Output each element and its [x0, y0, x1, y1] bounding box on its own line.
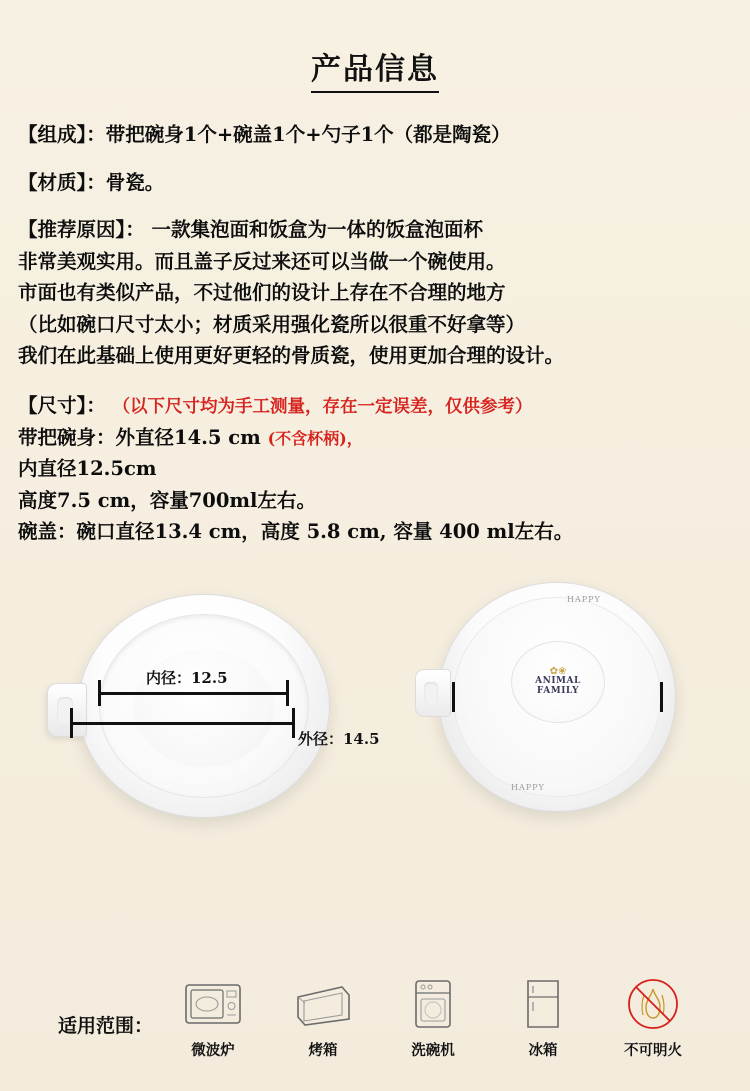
product-info-text [18, 119, 732, 548]
recommendation-line-3: 市面也有类似产品，不过他们的设计上存在不合理的地方 [18, 281, 506, 305]
outer-diameter-cap-right [292, 708, 295, 738]
usage-item-refrigerator [505, 975, 581, 1060]
brand-mark-bottom: HAPPY [511, 782, 545, 792]
microwave-icon [182, 975, 244, 1033]
bowl-brand-disc [511, 641, 605, 723]
usage-label-refrigerator: 冰箱 [528, 1042, 558, 1059]
composition-line: 【组成】：带把碗身1个+碗盖1个+勺子1个（都是陶瓷） [18, 123, 511, 146]
outer-diameter-line [72, 722, 294, 725]
brand-mark-top: HAPPY [567, 594, 601, 604]
outer-diameter-label: 外径：14.5 [298, 729, 380, 748]
usage-item-oven [285, 975, 361, 1060]
recommendation-line-5: 我们在此基础上使用更好更轻的骨质瓷，使用更加合理的设计。 [18, 344, 565, 368]
size-note: （以下尺寸均为手工测量，存在一定误差，仅供参考） [112, 397, 533, 418]
flower-icon: ✿❀ [549, 666, 567, 678]
recommendation-line-2: 非常美观实用。而且盖子反过来还可以当做一个碗使用。 [18, 249, 506, 273]
usage-label-dishwasher: 洗碗机 [411, 1042, 455, 1059]
bowl-top-view-image [78, 594, 330, 818]
brand-line-1: ANIMAL [535, 676, 581, 687]
recommendation-line-1: 【推荐原因】： 一款集泡面和饭盒为一体的饭盒泡面杯 [18, 218, 484, 242]
no-open-flame-icon [622, 975, 684, 1033]
refrigerator-icon [512, 975, 574, 1033]
size-header-line [18, 390, 732, 422]
inner-diameter-cap-right [286, 680, 289, 706]
size-line-4: 碗盖：碗口直径13.4 cm，高度 5.8 cm, 容量 400 ml左右。 [18, 520, 574, 544]
size-line-1-red: (不含杯柄)， [267, 428, 363, 448]
size-label: 【尺寸】： [18, 394, 106, 418]
right-bowl-tick-right [660, 682, 663, 712]
material-line: 【材质】：骨瓷。 [18, 170, 165, 194]
size-line-1-text: 带把碗身：外直径14.5 cm [18, 425, 268, 449]
usage-title: 适用范围： [58, 1015, 154, 1037]
usage-label-no-flame: 不可明火 [624, 1042, 683, 1059]
usage-item-microwave [175, 975, 251, 1060]
brand-line-2: FAMILY [536, 685, 580, 696]
usage-range-section [0, 973, 750, 1083]
page-title: 产品信息 [311, 44, 439, 93]
size-block [18, 390, 732, 548]
recommendation-block [18, 214, 732, 372]
inner-diameter-cap-left [98, 680, 101, 706]
size-line-2: 内直径12.5cm [18, 457, 157, 481]
usage-item-no-flame [615, 975, 691, 1060]
bowl-inner-rim [99, 614, 309, 798]
usage-item-dishwasher [395, 975, 471, 1060]
inner-diameter-line [100, 692, 288, 695]
recommendation-line-4: （比如碗口尺寸太小；材质采用强化瓷所以很重不好拿等） [18, 312, 526, 336]
usage-label-oven: 烤箱 [308, 1042, 338, 1059]
bowl-perspective-image [438, 582, 676, 812]
bowl-handle [47, 683, 87, 737]
size-line-1 [18, 422, 732, 454]
oven-icon [292, 975, 354, 1033]
outer-diameter-cap-left [70, 708, 73, 738]
right-bowl-tick-left [452, 682, 455, 712]
dishwasher-icon [402, 975, 464, 1033]
product-photos [0, 582, 750, 862]
inner-diameter-label: 内径：12.5 [146, 668, 228, 687]
bowl-handle-right [415, 669, 451, 717]
size-line-3: 高度7.5 cm，容量700ml左右。 [18, 488, 316, 512]
usage-items [175, 975, 691, 1060]
page-title-wrapper [0, 0, 750, 93]
usage-label-microwave: 微波炉 [191, 1042, 235, 1059]
